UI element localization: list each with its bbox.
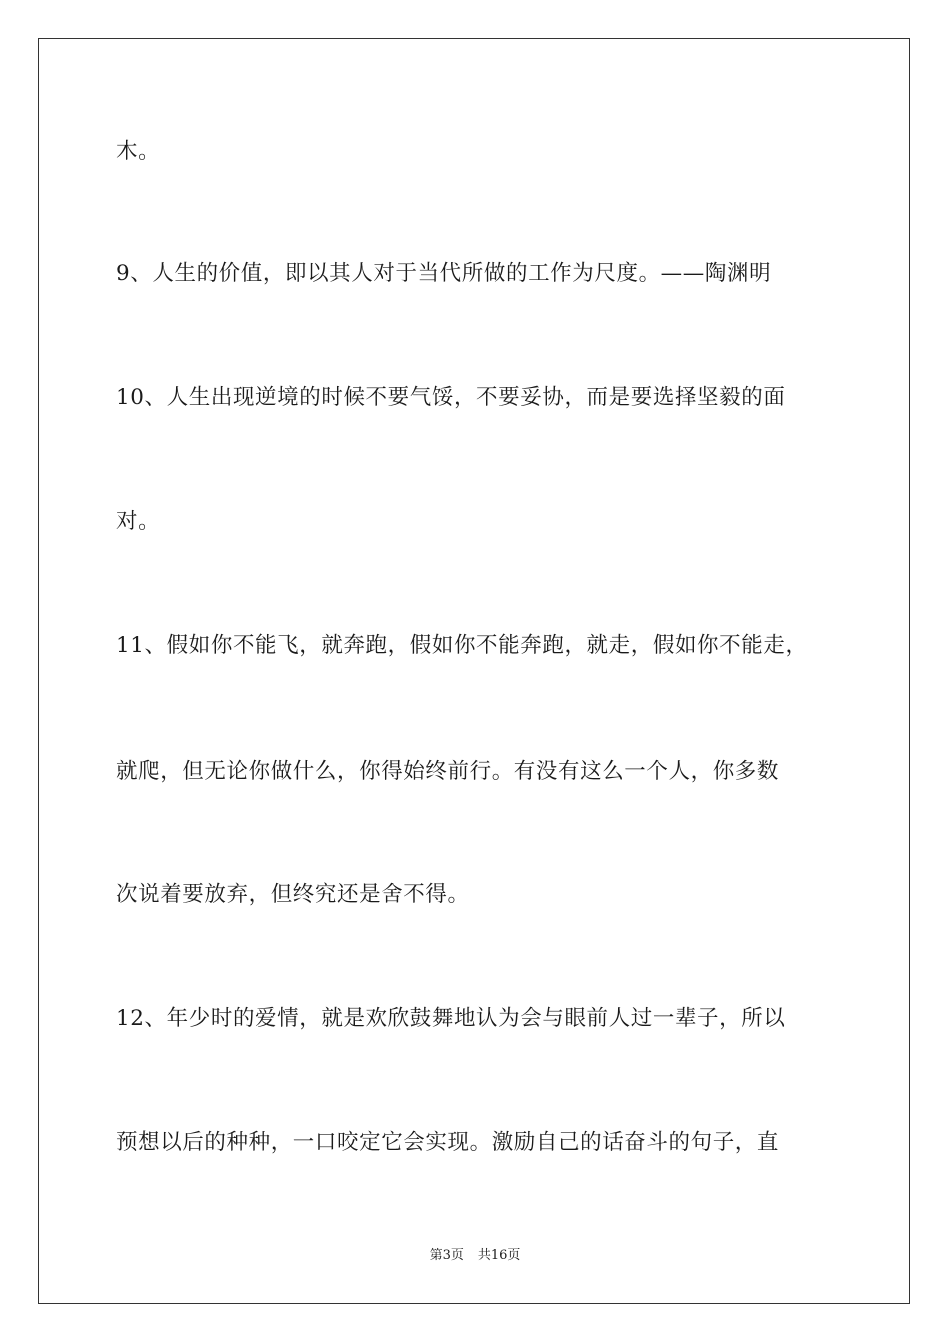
text-line: 10、人生出现逆境的时候不要气馁，不要妥协，而是要选择坚毅的面 xyxy=(116,385,786,410)
text-line: 对。 xyxy=(116,509,161,534)
page-total: 共16页 xyxy=(477,1248,521,1263)
page-number: 第3页 xyxy=(429,1248,464,1263)
text-line: 预想以后的种种，一口咬定它会实现。激励自己的话奋斗的句子，直 xyxy=(116,1130,780,1155)
text-line: 9、人生的价值，即以其人对于当代所做的工作为尺度。——陶渊明 xyxy=(116,261,772,286)
text-line: 12、年少时的爱情，就是欢欣鼓舞地认为会与眼前人过一辈子，所以 xyxy=(116,1006,786,1031)
text-line: 次说着要放弃，但终究还是舍不得。 xyxy=(116,882,470,907)
text-line: 就爬，但无论你做什么，你得始终前行。有没有这么一个人，你多数 xyxy=(116,759,780,784)
page-footer xyxy=(0,1247,950,1265)
text-line: 木。 xyxy=(116,139,161,164)
text-line: 11、假如你不能飞，就奔跑，假如你不能奔跑，就走，假如你不能走， xyxy=(116,633,808,658)
page-border xyxy=(38,38,910,1304)
